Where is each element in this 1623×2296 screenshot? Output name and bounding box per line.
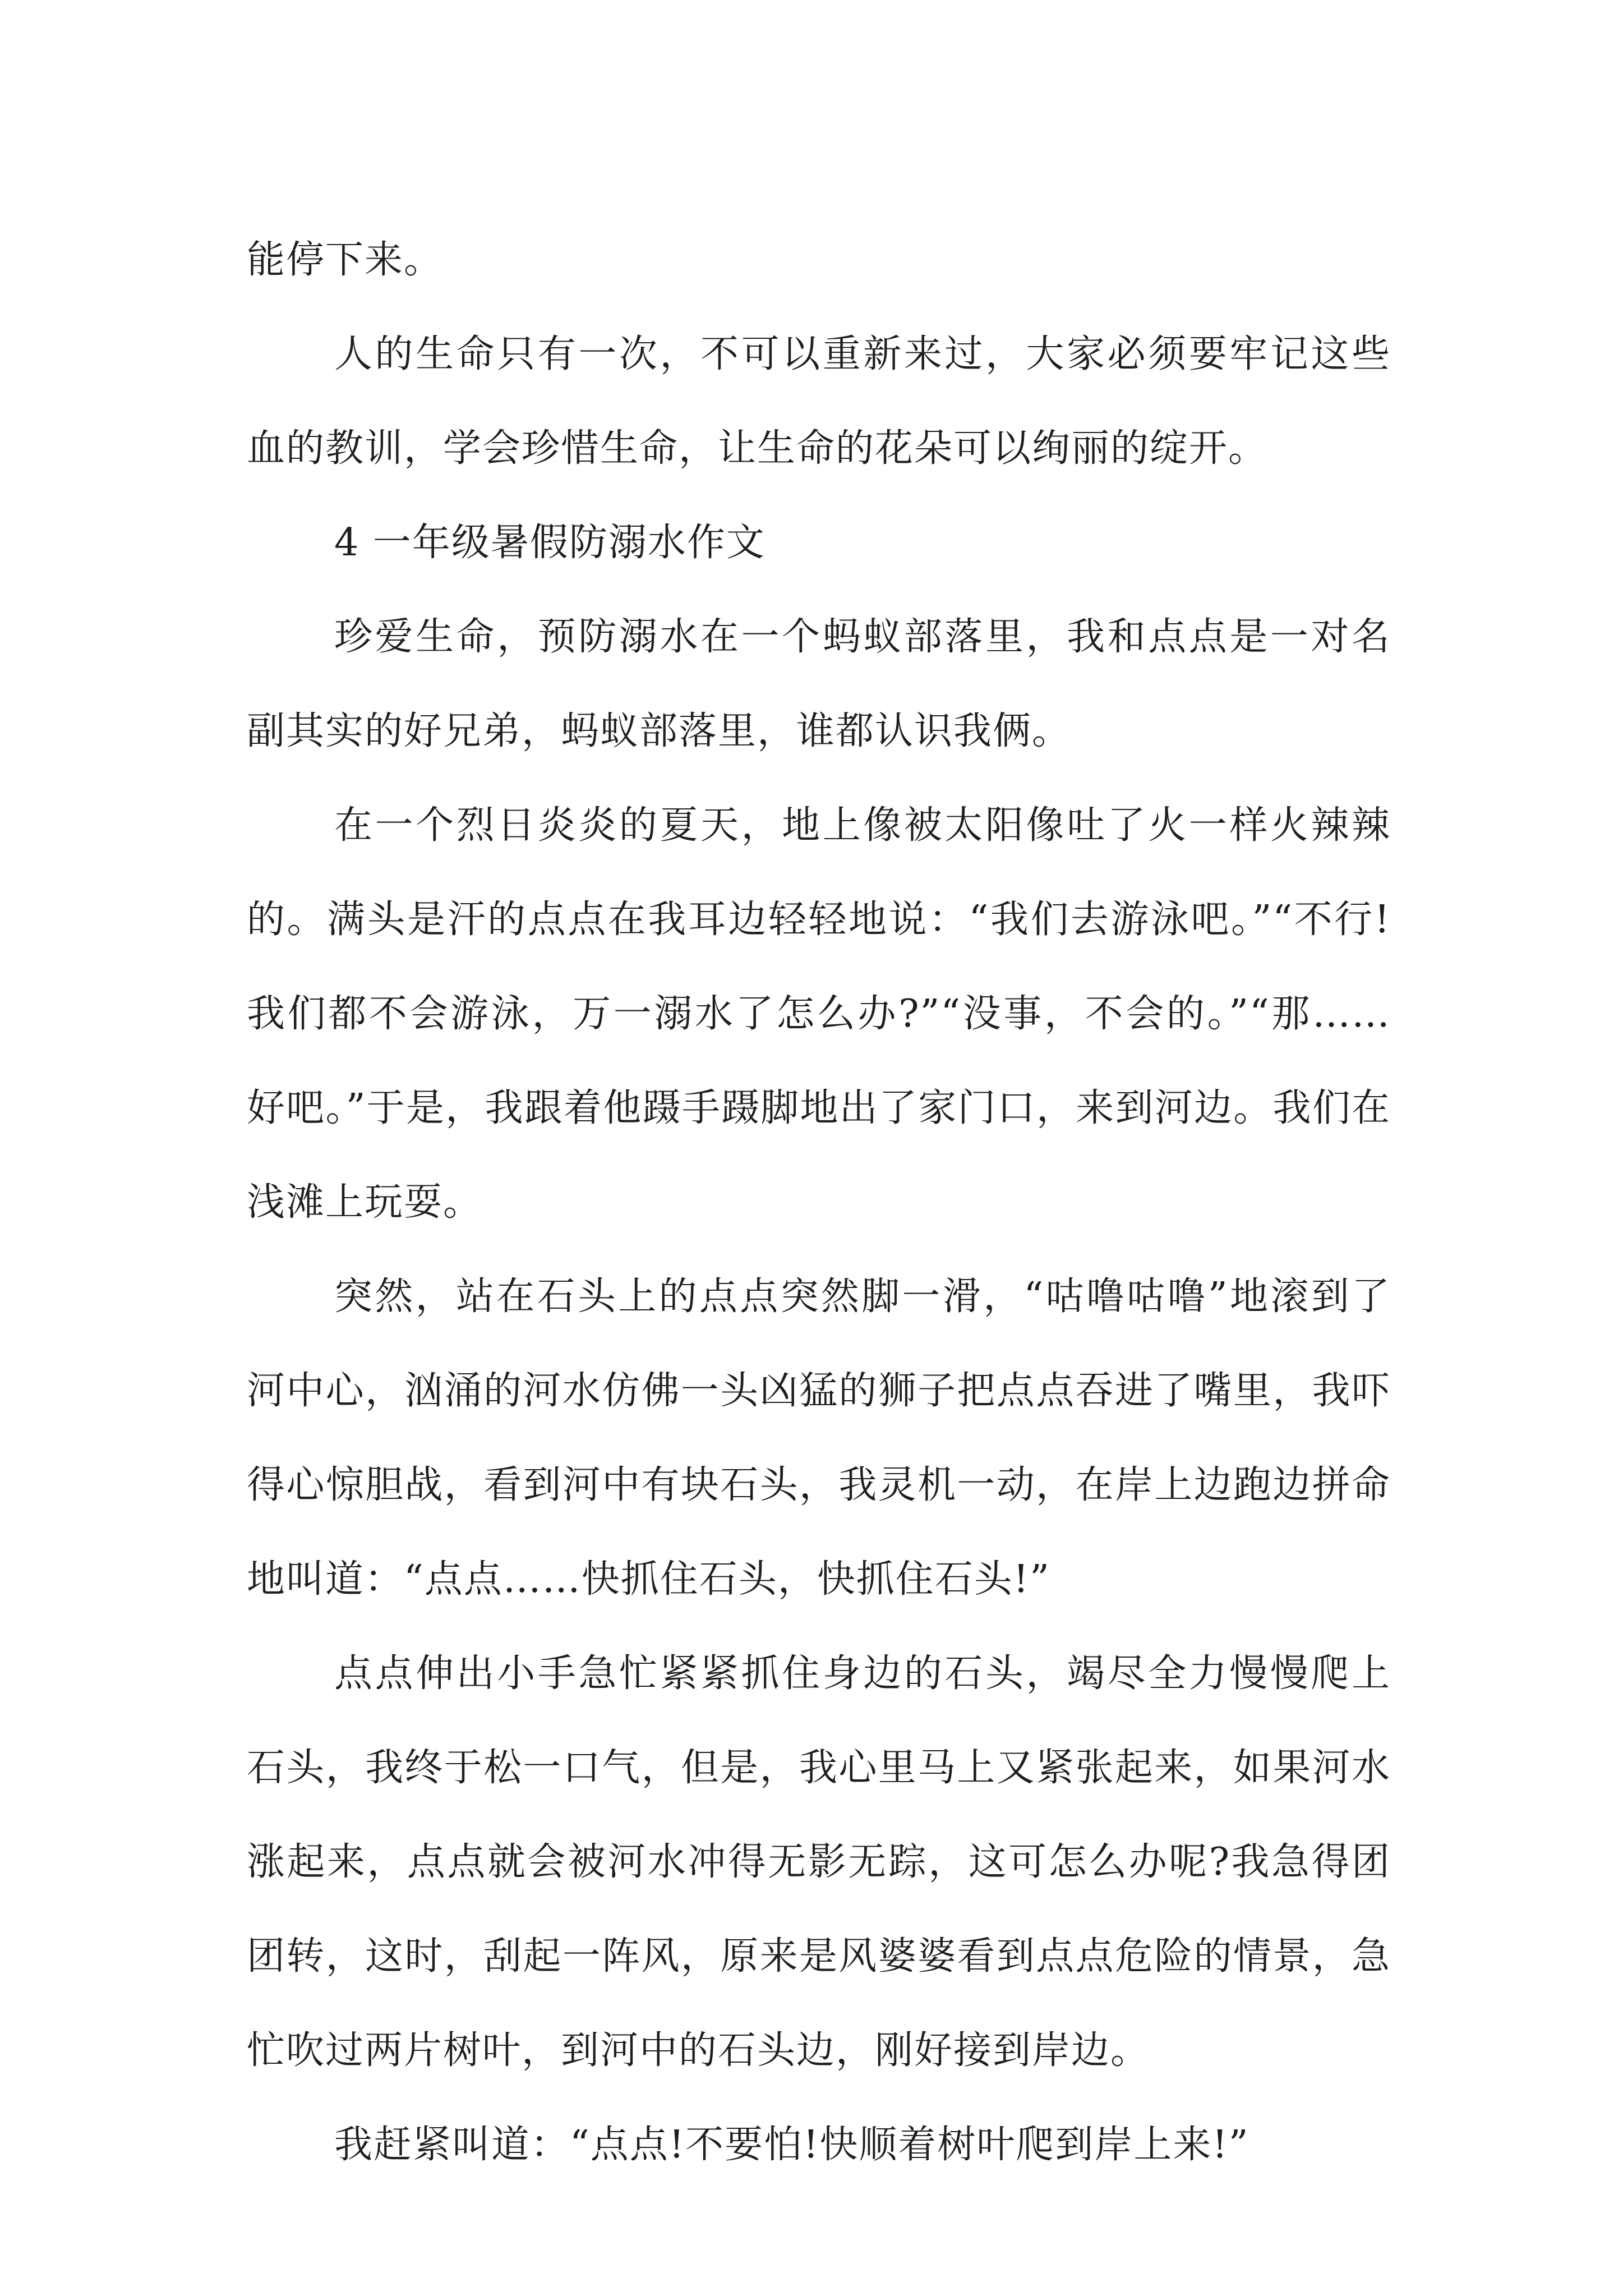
document-body [247, 213, 1391, 2192]
paragraph-summer-day: 在一个烈日炎炎的夏天，地上像被太阳像吐了火一样火辣辣的。满头是汗的点点在我耳边轻轻地说：“我们去游泳吧。”“不行!我们都不会游泳，万一溺水了怎么办?”“没事，不会的。”“那……好吧。”于是，我跟着他蹑手蹑脚地出了家门口，来到河边。我们在浅滩上玩耍。 [247, 803, 1391, 1225]
paragraph-slip-into-river: 突然，站在石头上的点点突然脚一滑，“咕噜咕噜”地滚到了河中心，汹涌的河水仿佛一头凶猛的狮子把点点吞进了嘴里，我吓得心惊胆战，看到河中有块石头，我灵机一动，在岸上边跑边拼命地叫道：“点点……快抓住石头，快抓住石头!” [247, 1274, 1391, 1602]
paragraph-climb-stone: 点点伸出小手急忙紧紧抓住身边的石头，竭尽全力慢慢爬上石头，我终于松一口气，但是，我心里马上又紧张起来，如果河水涨起来，点点就会被河水冲得无影无踪，这可怎么办呢?我急得团团转，这时，刮起一阵风，原来是风婆婆看到点点危险的情景，急忙吹过两片树叶，到河中的石头边，刚好接到岸边。 [247, 1651, 1391, 2073]
paragraph-ant-tribe: 珍爱生命，预防溺水在一个蚂蚁部落里，我和点点是一对名副其实的好兄弟，蚂蚁部落里，谁都认识我俩。 [247, 615, 1391, 753]
section-heading: 4 一年级暑假防溺水作文 [334, 521, 766, 565]
paragraph-call-out: 我赶紧叫道：“点点!不要怕!快顺着树叶爬到岸上来!” [334, 2123, 1249, 2167]
paragraph-continuation: 能停下来。 [247, 238, 444, 282]
paragraph-life-once: 人的生命只有一次，不可以重新来过，大家必须要牢记这些血的教训，学会珍惜生命，让生命的花朵可以绚丽的绽开。 [247, 332, 1391, 471]
